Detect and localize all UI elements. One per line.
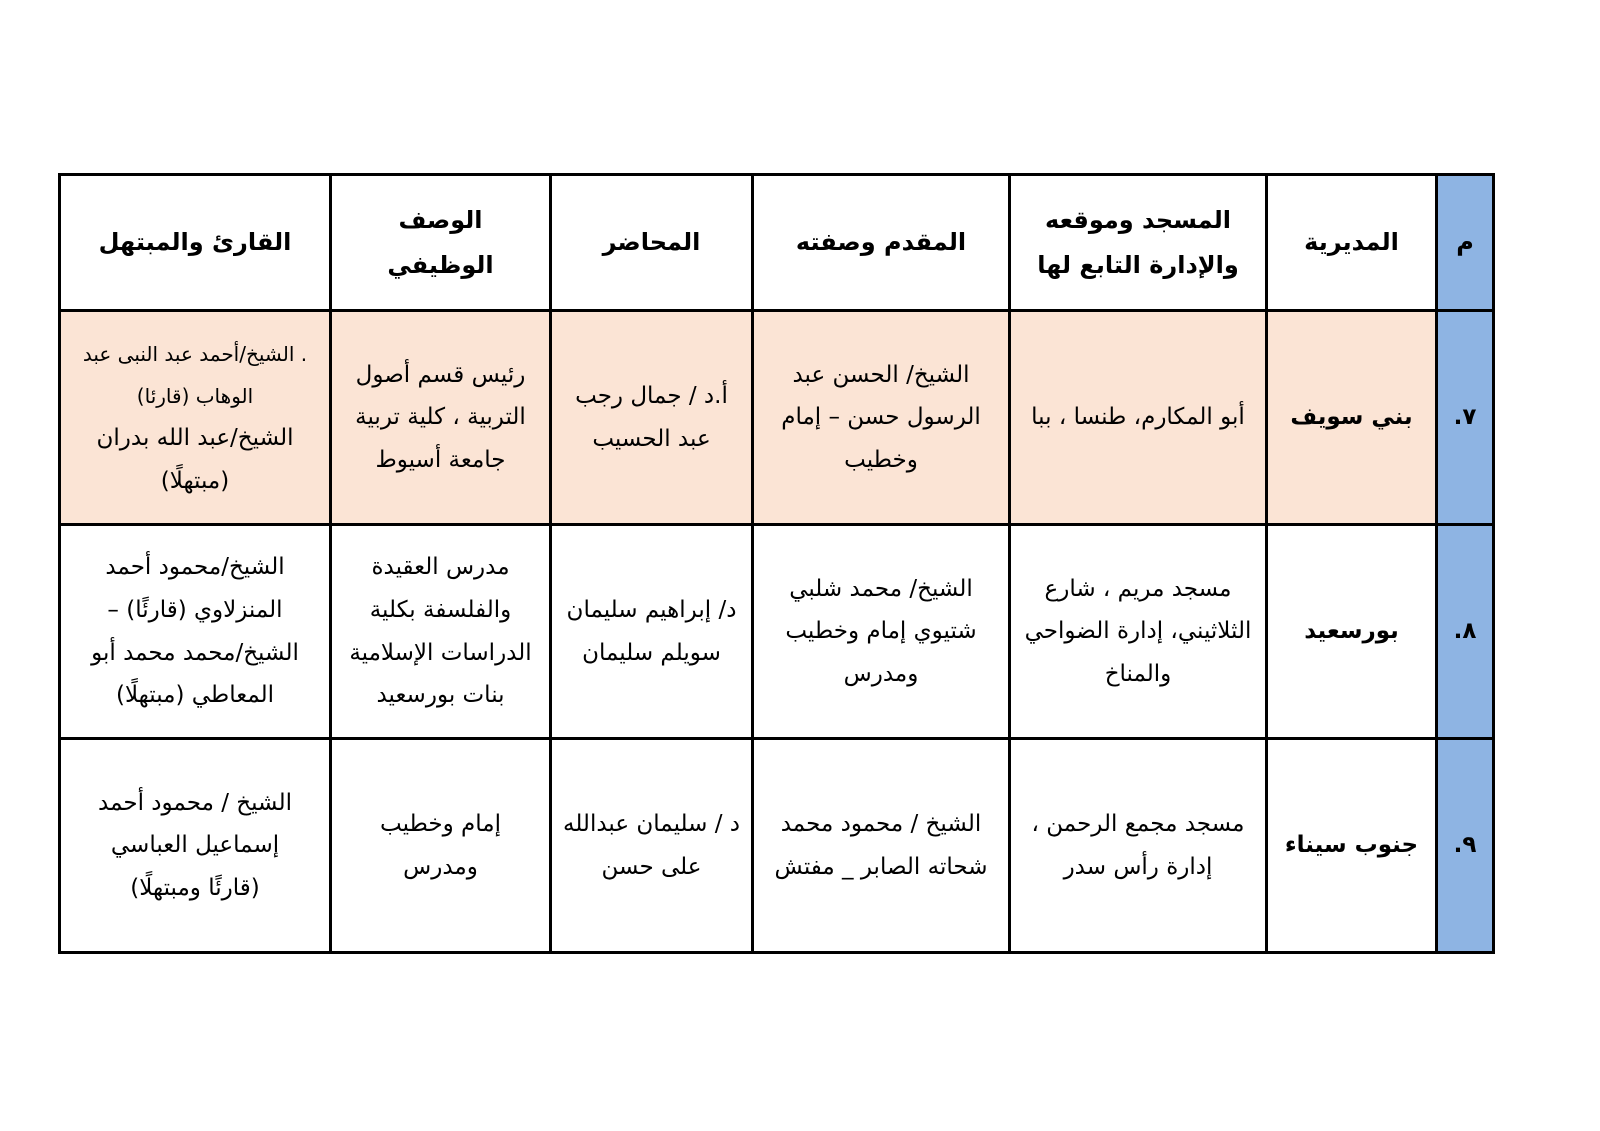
table-row xyxy=(60,525,1494,739)
row-number: ٩. xyxy=(1437,739,1494,953)
header-reciter: القارئ والمبتهل xyxy=(60,175,331,311)
header-directorate: المديرية xyxy=(1267,175,1437,311)
reciter-cell xyxy=(60,739,331,953)
header-job: الوصف الوظيفي xyxy=(331,175,551,311)
reciter-line: . الشيخ/أحمد عبد النبى عبد الوهاب (قارئا) xyxy=(82,341,308,408)
reciter-line: الشيخ/محمود أحمد المنزلاوي (قارئًا) – xyxy=(105,554,285,623)
mosque-cell: أبو المكارم، طنسا ، ببا xyxy=(1010,311,1267,525)
reciter-line: الشيخ / محمود أحمد إسماعيل العباسي xyxy=(98,789,292,859)
table-row xyxy=(60,739,1494,953)
mosque-cell: مسجد مريم ، شارع الثلاثيني، إدارة الضواحي والمناخ xyxy=(1010,525,1267,739)
reciter-cell xyxy=(60,525,331,739)
row-number: ٧. xyxy=(1437,311,1494,525)
mosque-cell: مسجد مجمع الرحمن ، إدارة رأس سدر xyxy=(1010,739,1267,953)
header-mosque: المسجد وموقعه والإدارة التابع لها xyxy=(1010,175,1267,311)
presenter-cell: الشيخ / محمود محمد شحاته الصابر _ مفتش xyxy=(753,739,1010,953)
header-lecturer: المحاضر xyxy=(551,175,753,311)
header-row xyxy=(60,175,1494,311)
presenter-cell: الشيخ/ الحسن عبد الرسول حسن – إمام وخطيب xyxy=(753,311,1010,525)
reciter-line: الشيخ/عبد الله بدران (مبتهلًا) xyxy=(96,424,294,494)
reciter-cell xyxy=(60,311,331,525)
schedule-table xyxy=(58,173,1495,954)
reciter-line: الشيخ/محمد محمد أبو المعاطي (مبتهلًا) xyxy=(91,639,299,709)
presenter-cell: الشيخ/ محمد شلبي شتيوي إمام وخطيب ومدرس xyxy=(753,525,1010,739)
directorate-cell: بني سويف xyxy=(1267,311,1437,525)
directorate-cell: جنوب سيناء xyxy=(1267,739,1437,953)
lecturer-cell: د / سليمان عبدالله على حسن xyxy=(551,739,753,953)
row-number: ٨. xyxy=(1437,525,1494,739)
table-row xyxy=(60,311,1494,525)
reciter-line: (قارئًا ومبتهلًا) xyxy=(130,874,260,901)
job-cell: رئيس قسم أصول التربية ، كلية تربية جامعة أسيوط xyxy=(331,311,551,525)
lecturer-cell: د/ إبراهيم سليمان سويلم سليمان xyxy=(551,525,753,739)
job-cell: مدرس العقيدة والفلسفة بكلية الدراسات الإسلامية بنات بورسعيد xyxy=(331,525,551,739)
job-cell: إمام وخطيب ومدرس xyxy=(331,739,551,953)
lecturer-cell: أ.د / جمال رجب عبد الحسيب xyxy=(551,311,753,525)
header-presenter: المقدم وصفته xyxy=(753,175,1010,311)
header-num: م xyxy=(1437,175,1494,311)
directorate-cell: بورسعيد xyxy=(1267,525,1437,739)
